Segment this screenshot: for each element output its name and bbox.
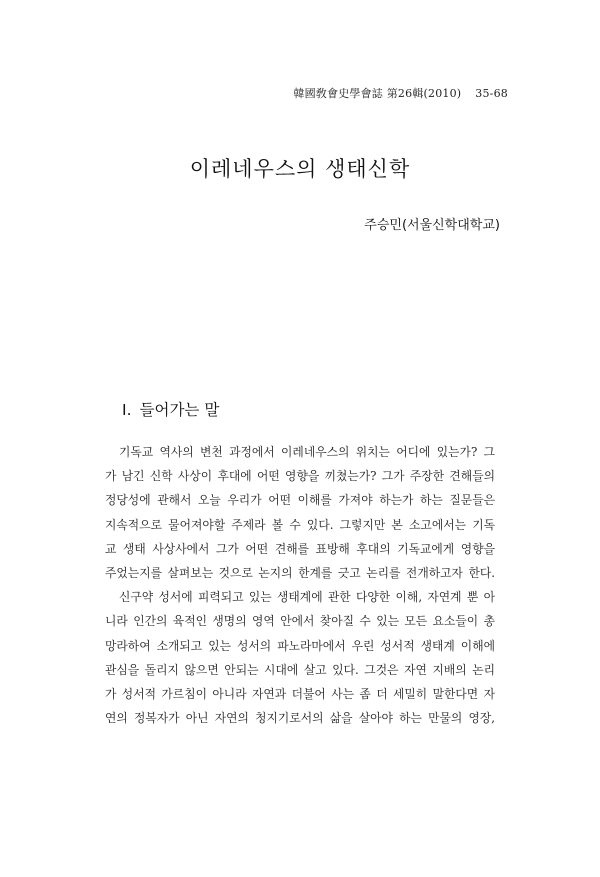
body-line: 주었는지를 살펴보는 것으로 논지의 한계를 긋고 논리를 전개하고자 한다. [105,566,495,581]
body-text [105,440,495,730]
body-line: 정당성에 관해서 오늘 우리가 어떤 이해를 가져야 하는가 하는 질문들은 [105,493,495,508]
body-line: 니라 인간의 육적인 생명의 영역 안에서 찾아질 수 있는 모든 요소들이 총 [105,614,495,629]
body-line: 기독교 역사의 변천 과정에서 이레네우스의 위치는 어디에 있는가? 그 [119,445,495,459]
journal-citation: 韓國敎會史學會誌 第26輯(2010) [293,87,462,100]
running-header [293,85,508,101]
body-line: 신구약 성서에 피력되고 있는 생태계에 관한 다양한 이해, 자연계 뿐 아 [119,590,495,605]
author-affiliation: 주승민(서울신학대학교) [364,218,500,233]
body-line: 망라하여 소개되고 있는 성서의 파노라마에서 우린 성서적 생태계 이해에 [105,638,495,653]
body-line: 가 남긴 신학 사상이 후대에 어떤 영향을 끼쳤는가? 그가 주장한 견해들의 [105,469,495,484]
section-number: Ⅰ. [122,401,132,419]
section-title: 들어가는 말 [139,401,220,419]
page-range: 35-68 [475,87,508,100]
body-line: 가 성서적 가르침이 아니라 자연과 더불어 사는 좀 더 세밀히 말한다면 자 [105,687,495,702]
article-title: 이레네우스의 생태신학 [189,157,411,181]
body-line: 연의 정복자가 아닌 자연의 청지기로서의 삶을 살아야 하는 만물의 영장, [105,711,495,726]
body-line: 관심을 돌리지 않으면 안되는 시대에 살고 있다. 그것은 자연 지배의 논리 [105,662,495,677]
body-line: 지속적으로 물어져야할 주제라 볼 수 있다. 그렇지만 본 소고에서는 기독 [105,517,495,532]
section-heading [122,398,219,420]
body-line: 교 생태 사상사에서 그가 어떤 견해를 표방해 후대의 기독교에게 영향을 [105,541,495,556]
